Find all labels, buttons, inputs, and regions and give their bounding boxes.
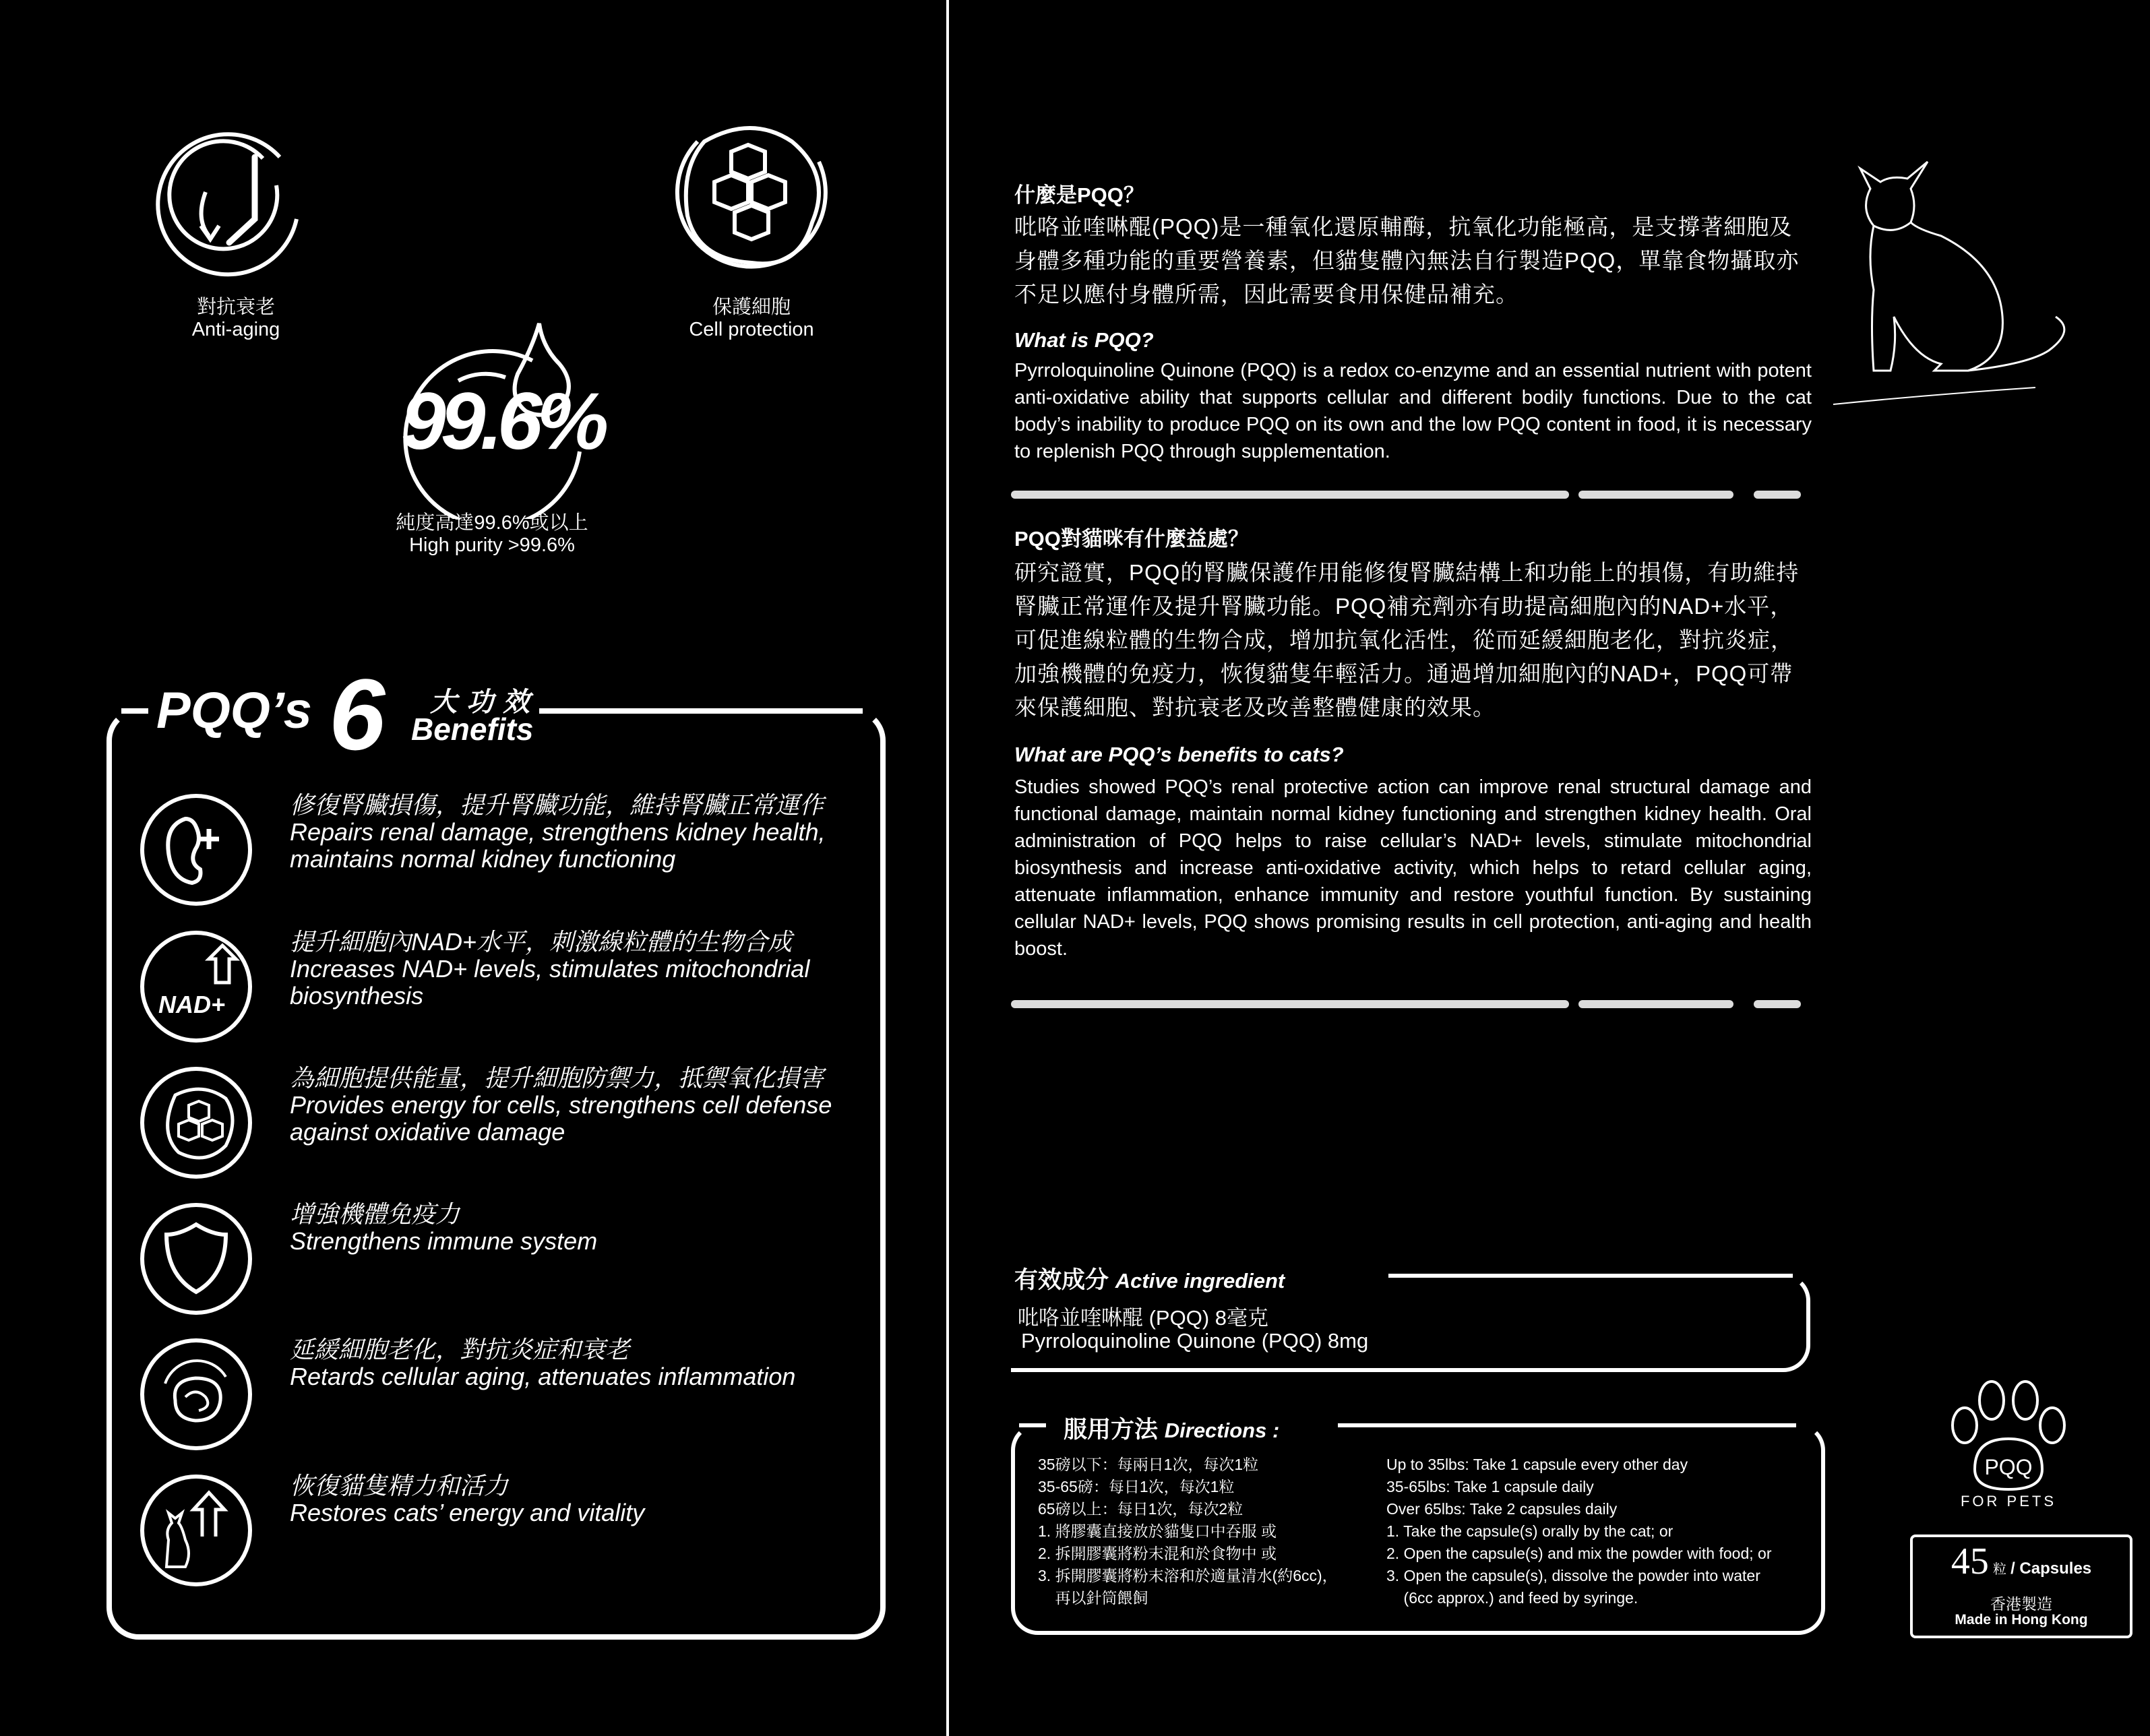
directions-zh: 35磅以下：每兩日1次，每次1粒 35-65磅：每日1次，每次1粒 65磅以上：每日1次，每次2粒 1. 將膠囊直接放於貓隻口中吞服 或 2. 拆開膠囊將粉末混和於食物中 或 3. 拆開膠囊將粉末溶和於適量清水(約6cc)， 再以針筒餵飼 [1038, 1456, 1338, 1607]
directions-en: Up to 35lbs: Take 1 capsule every other day 35-65lbs: Take 1 capsule daily Over 65lbs: Take 2 capsules daily 1. Take the capsule(s) orally by the cat; or 2. Open the capsule(s) and mix the powder with food; or 3. Open the capsule(s), dissolve the powder into water (6cc approx.) and feed by syringe. [1386, 1456, 1772, 1607]
clock-arrow-icon [155, 118, 317, 293]
separator-line [1754, 1000, 1801, 1008]
benefits-title-en: Benefits [411, 712, 534, 747]
benefits-frame-topline [121, 708, 148, 714]
benefit-zh-body: 研究證實，PQQ的腎臟保護作用能修復腎臟結構上和功能上的損傷，有助維持腎臟正常運作及提升腎臟功能。PQQ補充劑亦有助提高細胞內的NAD+水平，可促進線粒體的生物合成，增加抗氧化活性，從而延緩細胞老化，對抗炎症，加強機體的免疫力，恢復貓隻年輕活力。通過增加細胞內的NAD+，PQQ可帶來保護細胞、對抗衰老及改善整體健康的效果。 [1014, 560, 1800, 720]
purity-caption: 純度高達99.6%或以上 High purity >99.6% [396, 512, 588, 556]
what-zh-title: 什麼是PQQ？ [1014, 183, 1144, 207]
separator-line [1754, 491, 1801, 499]
benefit-zh-title: PQQ對貓咪有什麼益處？ [1014, 527, 1249, 551]
ingredient-frame-top [1388, 1274, 1793, 1278]
purity-value: 99.6% [401, 376, 604, 466]
separator-line [1578, 1000, 1733, 1008]
separator-line [1578, 491, 1733, 499]
what-en-title: What is PQQ? [1014, 328, 1154, 352]
benefit-text: 延緩細胞老化，對抗炎症和衰老 Retards cellular aging, attenuates inflammation [290, 1336, 796, 1390]
shield-icon [138, 1201, 254, 1317]
what-zh-body: 吡咯並喹啉醌(PQQ)是一種氧化還原輔酶，抗氧化功能極高，是支撐著細胞及身體多種功能的重要營養素，但貓隻體內無法自行製造PQQ，單靠食物攝取亦不足以應付身體所需，因此需要食用保健品補充。 [1014, 214, 1800, 307]
benefit-item [138, 1065, 880, 1186]
benefit-en-body: Studies showed PQQ’s renal protective action can improve renal structural damage and functional damage, maintain normal kidney functioning and strengthen kidney health. Oral administration of PQQ helps to raise cellular’s NAD+ levels, stimulate mitochondrial biosynthesis and increase anti-oxidative activity, which helps to retard cellular aging, attenuate inflammation, enhance immunity and restore youthful function. By sustaining cellular NAD+ levels, PQQ shows promising results in cell protection, anti-aging and health boost. [1014, 776, 1812, 960]
ingredient-zh: 吡咯並喹啉醌 (PQQ) 8毫克 [1018, 1306, 1269, 1330]
what-en-body: Pyrroloquinoline Quinone (PQQ) is a redox co-enzyme and an essential nutrient with potent anti-oxidative ability that supports cellular and different bodily functions. Due to the cat body’s inability to produce PQQ on its own and the low PQQ content in food, it is necessary to replenish PQQ through supplementation. [1014, 360, 1812, 462]
capsule-count: 45 粒 / Capsules [1951, 1541, 2092, 1582]
cell-hexagon-icon [657, 115, 832, 297]
benefit-text: 提升細胞內NAD+水平，刺激線粒體的生物合成 Increases NAD+ levels, stimulates mitochondrial biosynthesis [290, 928, 810, 1010]
panel-divider [946, 0, 949, 1736]
benefit-item [138, 929, 880, 1050]
benefits-title-number: 6 [329, 658, 386, 771]
ingredient-en: Pyrroloquinoline Quinone (PQQ) 8mg [1021, 1329, 1369, 1353]
benefits-frame-topline [539, 708, 863, 714]
benefit-text: 為細胞提供能量，提升細胞防禦力，抵禦氧化損害 Provides energy for cells, strengthens cell defense against oxidative damage [290, 1064, 832, 1146]
nad-label: NAD+ [158, 991, 226, 1018]
benefit-item [138, 1201, 880, 1322]
logo-subtext: FOR PETS [1960, 1493, 2056, 1510]
directions-frame-top [1019, 1423, 1046, 1427]
ingredient-title: 有效成分 Active ingredient [1014, 1267, 1285, 1293]
logo-text: PQQ [1984, 1455, 2033, 1479]
cat-arrow-icon [138, 1472, 254, 1588]
benefit-text: 增強機體免疫力 Strengthens immune system [290, 1200, 598, 1255]
paw-logo-icon [1941, 1375, 2076, 1496]
benefit-text: 修復腎臟損傷，提升腎臟功能，維持腎臟正常運作 Repairs renal damage, strengthens kidney health, maintains normal kidney functioning [290, 791, 826, 873]
made-in-en: Made in Hong Kong [1955, 1612, 2088, 1628]
separator-line [1011, 1000, 1569, 1008]
cell-protection-caption: 保護細胞 Cell protection [689, 297, 814, 340]
directions-title: 服用方法 Directions : [1064, 1417, 1280, 1443]
benefit-en-title: What are PQQ’s benefits to cats? [1014, 743, 1344, 766]
anti-aging-caption: 對抗衰老 Anti-aging [191, 297, 280, 340]
nad-arrow-icon [138, 929, 254, 1045]
benefits-title-zh: 大功效 [430, 687, 539, 717]
benefit-item [138, 792, 880, 913]
benefits-title-pqq: PQQ’s [156, 682, 312, 739]
brain-cycle-icon [138, 1336, 254, 1452]
separator-line [1011, 491, 1569, 499]
kidney-plus-icon [138, 792, 254, 908]
made-in-zh: 香港製造 [1990, 1595, 2052, 1613]
benefit-text: 恢復貓隻精力和活力 Restores cats’ energy and vitality [290, 1472, 645, 1526]
cat-silhouette-icon [1833, 155, 2103, 425]
benefit-item [138, 1472, 880, 1594]
cell-hexagon-icon [138, 1065, 254, 1181]
benefit-item [138, 1336, 880, 1458]
directions-frame-top [1338, 1423, 1796, 1427]
